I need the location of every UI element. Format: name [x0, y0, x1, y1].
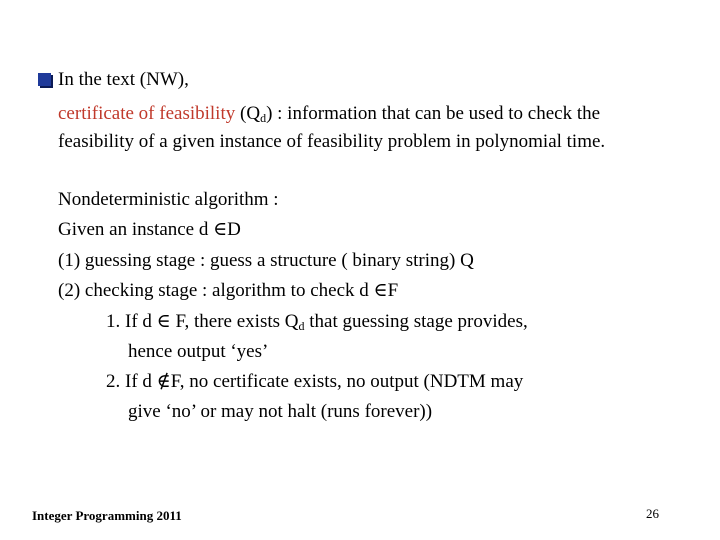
case-2-line-1-text: 2. If d ∉F, no certificate exists, no output (NDTM may [106, 371, 524, 392]
case-1-line-1 [106, 311, 528, 333]
bullet-text: In the text (NW), [58, 69, 189, 90]
square-bullet-icon [38, 73, 51, 86]
algorithm-step-1 [58, 250, 474, 272]
definition-term: certificate of feasibility [58, 103, 236, 124]
definition-subscript: d [260, 111, 267, 125]
algorithm-step-2 [58, 280, 398, 302]
case-2-line-2-text: give ‘no’ or may not halt (runs forever)) [128, 401, 433, 422]
algorithm-step-2-text: (2) checking stage : algorithm to check d ∈F [58, 280, 399, 301]
case-2-line-2 [128, 401, 432, 423]
page-number: 26 [646, 506, 659, 521]
definition-line-2 [58, 131, 605, 153]
case-1-subscript: d [298, 319, 305, 333]
case-1-line-2 [128, 341, 268, 363]
algorithm-title [58, 189, 279, 211]
algorithm-given-text: Given an instance d ∈D [58, 219, 241, 240]
footer-course-title: Integer Programming 2011 [32, 508, 182, 523]
definition-line-1 [58, 103, 600, 125]
bullet-heading [58, 69, 189, 91]
algorithm-given [58, 219, 241, 241]
algorithm-title-text: Nondeterministic algorithm : [58, 189, 279, 210]
case-1-prefix: 1. If d ∈ F, there exists Q [106, 311, 299, 332]
case-2-line-1 [106, 371, 523, 393]
case-1-suffix: that guessing stage provides, [304, 311, 528, 332]
definition-rest: ) : information that can be used to check the [266, 103, 601, 124]
definition-line-2-text: feasibility of a given instance of feasibility problem in polynomial time. [58, 131, 606, 152]
case-1-line-2-text: hence output ‘yes’ [128, 341, 269, 362]
definition-open-paren: (Q [235, 103, 261, 124]
algorithm-step-1-text: (1) guessing stage : guess a structure ( binary string) Q [58, 250, 474, 271]
